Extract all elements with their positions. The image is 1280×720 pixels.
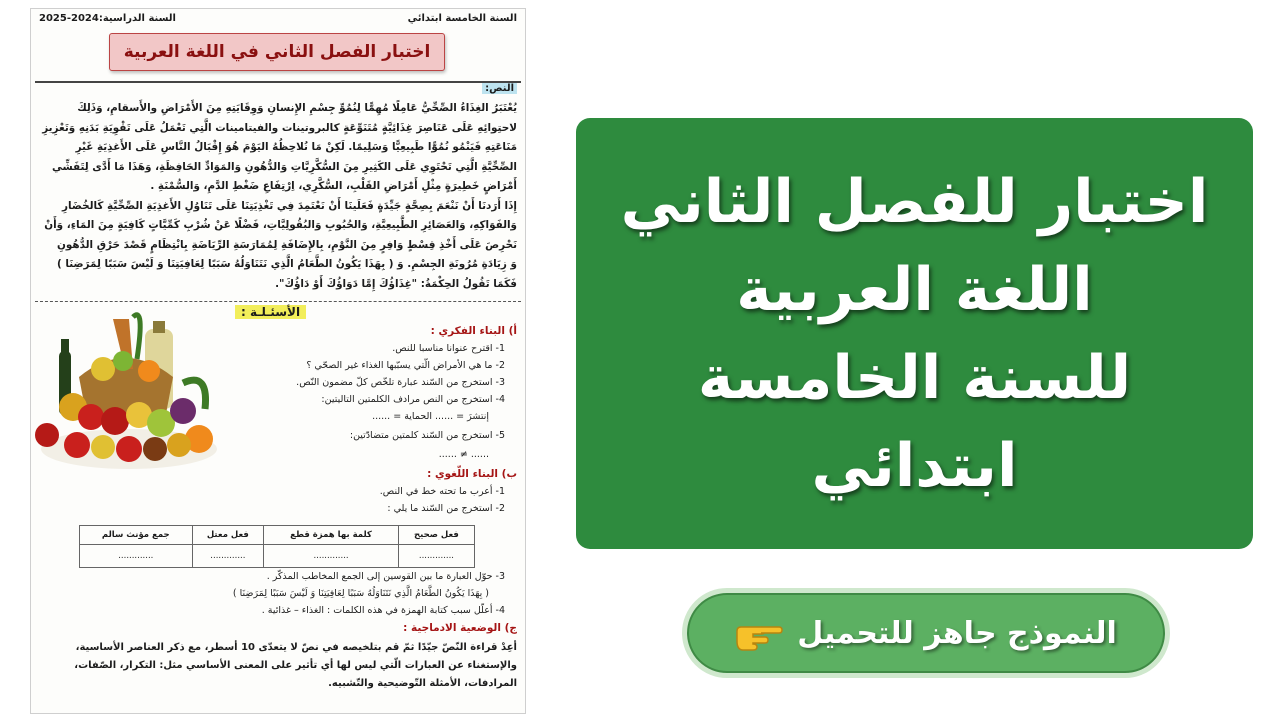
question-item: 3- استخرج من السّند عبارة تلخّص كلّ مضمون النّص. [296, 377, 505, 388]
title-card [576, 118, 1253, 549]
task-line: أعِدْ قراءة النّصّ جيّدًا ثمّ قم بتلخيصه في نصّ لا يتعدّى 10 أسطر، مع ذكر العناصر الأساسية، [75, 642, 517, 653]
school-year-label: السنة الدراسية:2024-2025 [39, 13, 176, 24]
question-item: ...... ≠ ...... [438, 449, 489, 460]
pointing-hand-icon [735, 613, 783, 653]
question-item: 4- أعلّل سبب كتابة الهمزة في هذه الكلمات : الغذاء – غذائية . [261, 605, 505, 616]
card-title-line: للسنة الخامسة [697, 342, 1132, 413]
question-item: 1- أعرب ما تحته خط في النص. [379, 486, 505, 497]
integration-task [39, 639, 517, 693]
table-cell: ............. [264, 545, 399, 568]
task-line: والإستغناء عن العبارات الّتي ليس لها أي تأثير على المعنى الأساسي مثل: التكرار، الصّفات، [74, 660, 517, 671]
passage-line: مَنَاعَتِهِ فَيَنْمُو نُمُوًّا طَبِيعِيًّا وَسَلِيمًا. لَكِنْ مَا نُلاحِظُهُ اليَوْمَ هُوَ إِقْبَالُ النَّاسِ عَلَى الأَغذِيَةِ غَيْرِ [75, 141, 517, 153]
download-ready-button[interactable] [682, 588, 1170, 678]
question-item: 2- استخرج من السّند ما يلي : [387, 503, 505, 514]
table-header: فعل معتل [192, 526, 264, 545]
table-cell: ............. [398, 545, 474, 568]
question-item: إنتشرَ = ...... الحماية = ...... [372, 411, 489, 422]
card-title-line: ابتدائي [811, 430, 1018, 501]
divider [35, 81, 521, 83]
passage-line: فَكَمَا تَقُولُ الحِكْمَةُ: "غِذَاؤُكَ إِمَّا دَوَاؤُكَ أَوْ دَاؤُكَ". [275, 277, 517, 290]
questions-title: الأسئـلـة : [235, 305, 306, 319]
table-cell: ............. [192, 545, 264, 568]
passage-line: وَ زِيَادَةِ مُرُونَةِ الجِسْمِ. وَ ( بِهَذَا يَكُونُ الطَّعَامُ الَّذِي نَتَنَاوَلُهُ سَبَبًا لِعَافِيَتِنَا وَ لَيْسَ سَبَبًا لِمَرَضِنَا ) [56, 258, 517, 270]
question-item: 1- اقترح عنوانا مناسبا للنص. [392, 343, 505, 354]
text-label: النص: [482, 83, 517, 94]
passage-line: الصِّحِّيَّةِ الَّتِي تَحْتَوِي عَلَى الكَثِيرِ مِنَ السُّكَّرِيَّاتِ وَالدُّهُونِ وَالمَوَادِّ الحَافِظَةِ، وَهَذَا مَا أَدَّى لِتَفَشِّي [51, 160, 517, 173]
passage-line: يُعْتَبَرُ الغِذَاءُ الصِّحِّيُّ عَامِلًا مُهِمًّا لِنُمُوِّ جِسْمِ الإِنسانِ وَوِقَايَتِهِ مِنَ الأَمْرَاضِ والأَسقامِ، وَذَلِكَ [77, 102, 517, 114]
download-ready-label: النموذج جاهز للتحميل [797, 615, 1117, 651]
passage-line: وَالفَوَاكِهِ، وَالعَصَائِرِ الطَّبِيعِيَّةِ، وَالحُبُوبِ وَالبُقُولِيَّاتِ، فَضْلًا عَنْ شُرْبِ كَمِّيَّاتٍ كَافِيَةٍ مِنَ المَاءِ، وَأَنْ [44, 219, 517, 231]
passage-line: نَحْرِصَ عَلَى أَخْذِ قِسْطٍ وَافِرٍ مِنَ النَّوْمِ، بِالإِضَافَةِ لِمُمَارَسَةِ الرِّيَاضَةِ بِانْتِظَامٍ قَصْدَ حَرْقِ الدُّهُونِ [57, 238, 517, 251]
grammar-table [79, 525, 475, 568]
question-item: 2- ما هي الأمراض الّتي يسبّبها الغذاء غير الصحّي ؟ [306, 360, 505, 371]
card-title-line: اختبار للفصل الثاني [620, 166, 1209, 237]
section-a-heading: أ) البناء الفكري : [430, 325, 517, 337]
exam-sheet [30, 8, 526, 714]
question-item: 3- حوّل العبارة ما بين القوسين إلى الجمع المخاطب المذكّر . [266, 571, 505, 582]
passage-line: إِذَا أَرَدنَا أَنْ نَنْعَمَ بِصِحَّةٍ جَيِّدَةٍ فَعَلَينَا أَنْ نَعْتَمِدَ فِي تَغْذِيَتِنَا عَلَى تَنَاوُلِ الأَغذِيَةِ الصِّحِّيَّةِ كَالخُضَارِ [61, 199, 517, 212]
table-header: جمع مؤنث سالم [80, 526, 193, 545]
task-line: المرادفات، الأمثلة التّوضيحية والتّشبيه. [328, 678, 517, 689]
grade-label: السنة الخامسة ابتدائي [407, 13, 517, 24]
question-item: ( بِهَذَا يَكُونُ الطَّعَامُ الَّذِي نَتَنَاوَلُهُ سَبَبًا لِعَافِيَتِنَا وَ لَيْسَ سَبَبًا لِمَرَضِنَا ) [232, 588, 489, 599]
question-item: 5- استخرج من السّند كلمتين متضادّتين: [349, 430, 505, 441]
section-c-heading: ج) الوضعية الادماجية : [403, 622, 517, 634]
section-b-heading: ب) البناء اللّغوي : [427, 468, 517, 480]
table-header: كلمة بها همزة قطع [264, 526, 399, 545]
passage-line: أَمْرَاضٍ خَطِيرَةٍ مِثْلِ أَمْرَاضِ القَلْبِ، السُّكَّرِي، اِرْتِفَاعِ ضَغْطِ الدَّمِ، وَالسُّمْنَةِ . [150, 180, 517, 192]
table-cell: ............. [80, 545, 193, 568]
fruit-basket-illustration [33, 299, 219, 477]
exam-title: اختبار الفصل الثاني في اللغة العربية [109, 33, 445, 71]
passage-line: لاحتِوائِهِ عَلَى عَنَاصِرَ غِذَائِيَّةٍ مُتَنَوِّعَةٍ كالبروتينات والفيتامينات الَّتِي تَعْمَلُ عَلَى تَقْوِيَةِ بَدَنِهِ وَتَعْزِيزِ [42, 121, 517, 134]
passage [39, 99, 517, 294]
card-title-line: اللغة العربية [736, 254, 1093, 325]
table-header: فعل صحيح [398, 526, 474, 545]
question-item: 4- استخرج من النص مرادف الكلمتين التاليتين: [321, 394, 505, 405]
